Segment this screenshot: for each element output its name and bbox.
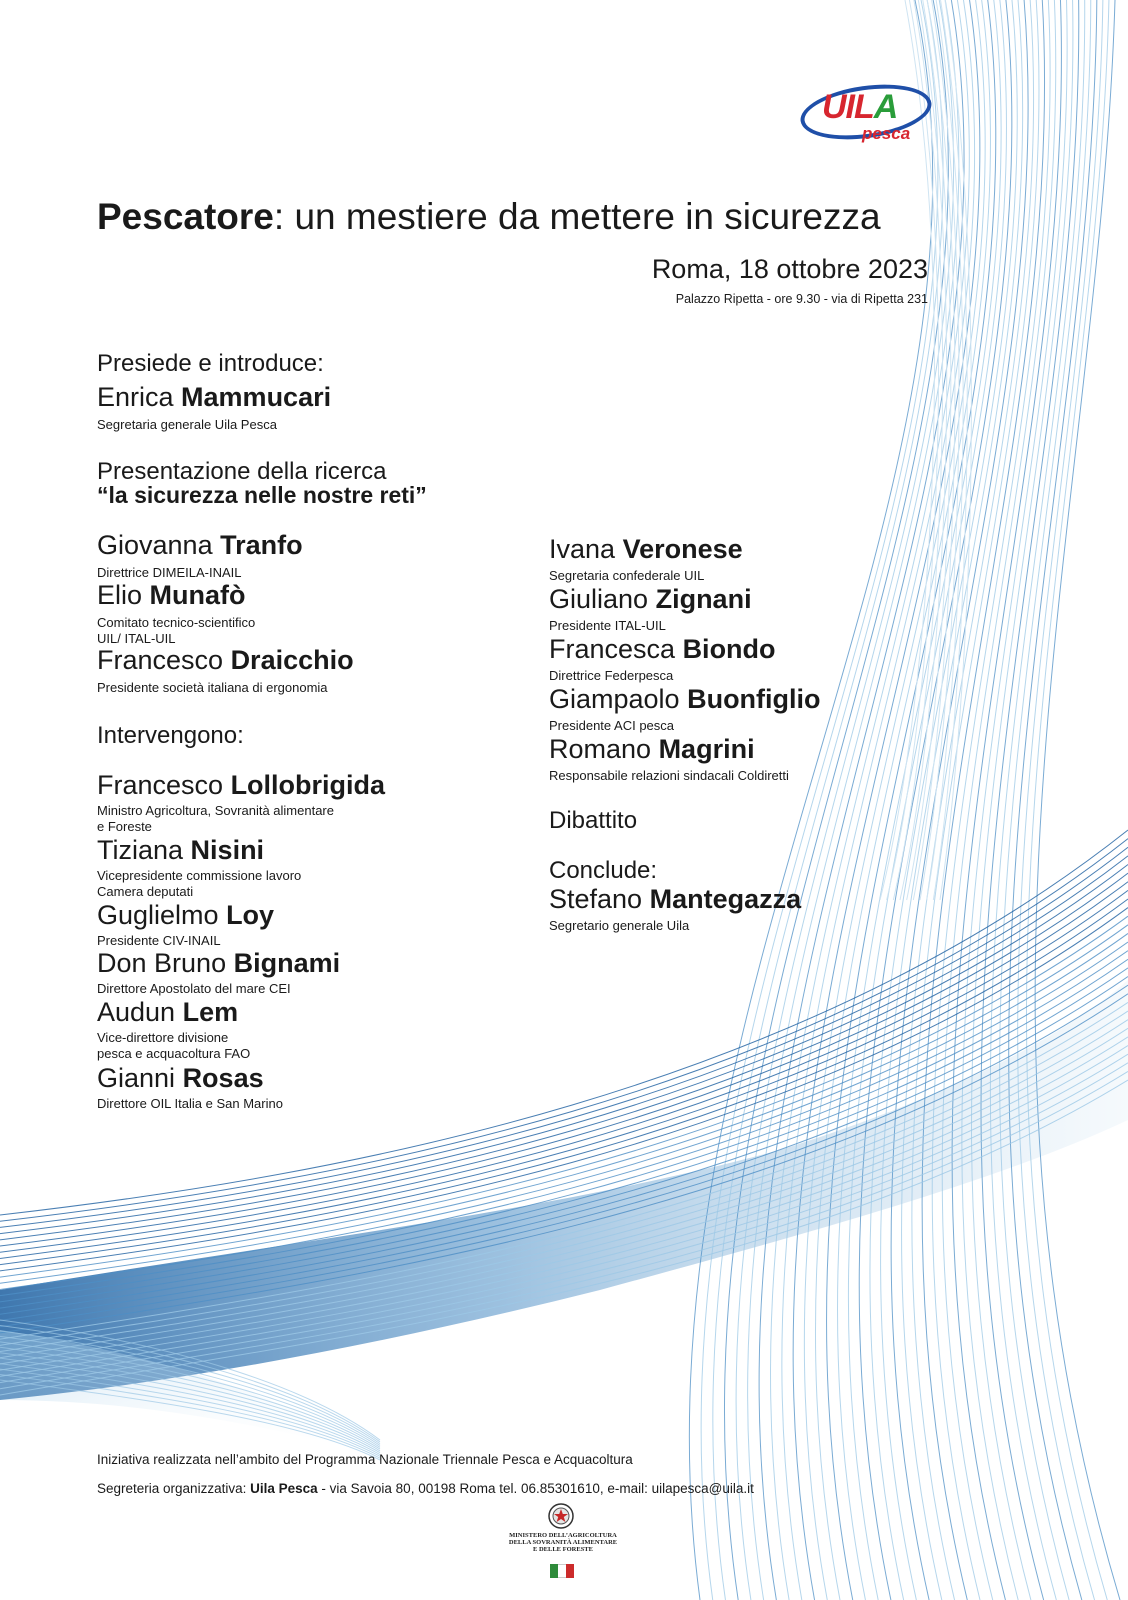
speaker-name: [97, 1063, 264, 1094]
page-title: [97, 196, 881, 238]
speaker-role: Segretaria confederale UIL: [549, 568, 705, 583]
name-first: Elio: [97, 580, 150, 610]
name-first: Francesca: [549, 634, 683, 664]
name-last: Draicchio: [230, 645, 354, 675]
name-first: Giuliano: [549, 584, 656, 614]
name-first: Gianni: [97, 1063, 183, 1093]
speaker-name: [97, 997, 238, 1028]
ministry-name-line3: E DELLE FORESTE: [533, 1546, 593, 1553]
speaker-name: [549, 584, 752, 615]
speaker-name: [549, 684, 821, 715]
speaker-role: Presidente ACI pesca: [549, 718, 675, 733]
wave-line: [759, 0, 964, 1600]
name-last: Loy: [226, 900, 275, 930]
speaker-name: [549, 634, 776, 665]
speaker-role: Responsabile relazioni sindacali Coldiretti: [549, 768, 789, 783]
footer-initiative: Iniziativa realizzata nell’ambito del Programma Nazionale Triennale Pesca e Acquacoltura: [97, 1452, 633, 1467]
speaker-role: Presidente ITAL-UIL: [549, 618, 666, 633]
wave-line: [724, 0, 948, 1600]
presiede-role: Segretaria generale Uila Pesca: [97, 417, 277, 432]
speaker-name: [97, 770, 385, 801]
name-first: Guglielmo: [97, 900, 227, 930]
name-first: Audun: [97, 997, 183, 1027]
wave-line: [1000, 0, 1091, 1600]
logo-wordmark: [822, 88, 897, 127]
wave-lines-vertical: [689, 0, 1120, 1600]
event-date: Roma, 18 ottobre 2023: [651, 254, 928, 284]
presiede-name: [97, 382, 331, 413]
speaker-role: Ministro Agricoltura, Sovranità alimentare: [97, 803, 334, 818]
conclude-role: Segretario generale Uila: [549, 918, 690, 933]
speaker-role: Direttrice Federpesca: [549, 668, 674, 683]
name-last: Tranfo: [220, 530, 303, 560]
wave-line: [736, 0, 953, 1600]
speaker-role-line2: pesca e acquacoltura FAO: [97, 1046, 251, 1061]
name-last: Rosas: [182, 1063, 264, 1093]
speaker-role: Direttore OIL Italia e San Marino: [97, 1096, 283, 1111]
speaker-role-line2: e Foreste: [97, 819, 152, 834]
speaker-name: [549, 734, 755, 765]
ministry-logo: [488, 1502, 638, 1582]
speaker-name: [549, 534, 743, 565]
name-first: Francesco: [97, 770, 231, 800]
intervengono-label: Intervengono:: [97, 722, 244, 749]
ministry-name: [488, 1532, 638, 1553]
speaker-name: [97, 580, 246, 611]
speaker-role: Direttore Apostolato del mare CEI: [97, 981, 291, 996]
speaker-name: [97, 835, 264, 866]
speaker-role: Vicepresidente commissione lavoro: [97, 868, 302, 883]
footer-contact-org: Uila Pesca: [250, 1481, 318, 1496]
conclude-label: Conclude:: [549, 857, 658, 884]
footer-contact-details: - via Savoia 80, 00198 Roma tel. 06.85301610, e-mail: uilapesca@uila.it: [317, 1481, 754, 1496]
speaker-role: Vice-direttore divisione: [97, 1030, 229, 1045]
name-first: Tiziana: [97, 835, 191, 865]
speaker-role: Presidente società italiana di ergonomia: [97, 680, 328, 695]
name-first: Enrica: [97, 382, 182, 412]
speaker-role-line2: Camera deputati: [97, 884, 194, 899]
title-rest: : un mestiere da mettere in sicurezza: [273, 196, 881, 237]
name-last: Buonfiglio: [687, 684, 821, 714]
name-first: Ivana: [549, 534, 623, 564]
ricerca-label: Presentazione della ricerca: [97, 458, 387, 485]
name-last: Mantegazza: [649, 884, 802, 914]
logo-uil: UIL: [822, 88, 874, 126]
name-last: Lem: [182, 997, 239, 1027]
speaker-role: Presidente CIV-INAIL: [97, 933, 221, 948]
speaker-name: [97, 645, 354, 676]
ministry-name-line2: DELLA SOVRANITÀ ALIMENTARE: [508, 1539, 618, 1546]
speaker-name: [97, 900, 274, 931]
name-first: Stefano: [549, 884, 650, 914]
logo-a: A: [873, 88, 898, 126]
name-first: Romano: [549, 734, 659, 764]
speaker-role: Comitato tecnico-scientifico: [97, 615, 256, 630]
name-first: Giovanna: [97, 530, 221, 560]
speaker-name: [97, 530, 303, 561]
speaker-role-line2: UIL/ ITAL-UIL: [97, 631, 176, 646]
logo-pesca: pesca: [862, 124, 911, 143]
name-last: Zignani: [655, 584, 752, 614]
name-first: Don Bruno: [97, 948, 234, 978]
wave-line: [713, 0, 943, 1600]
title-bold: Pescatore: [97, 196, 274, 237]
name-last: Magrini: [658, 734, 755, 764]
name-last: Mammucari: [181, 382, 332, 412]
name-last: Bignami: [233, 948, 341, 978]
name-last: Nisini: [190, 835, 265, 865]
event-venue: Palazzo Ripetta - ore 9.30 - via di Ripetta 231: [675, 292, 928, 306]
italian-emblem-icon: [547, 1502, 575, 1530]
speaker-name: [97, 948, 340, 979]
name-last: Munafò: [149, 580, 246, 610]
italian-flag-icon: [550, 1564, 574, 1578]
speaker-role: Direttrice DIMEILA-INAIL: [97, 565, 242, 580]
ministry-name-line1: MINISTERO DELL’AGRICOLTURA: [509, 1532, 617, 1539]
conclude-name: [549, 884, 801, 915]
name-last: Lollobrigida: [230, 770, 386, 800]
name-first: Giampaolo: [549, 684, 688, 714]
ricerca-title: “la sicurezza nelle nostre reti”: [97, 482, 427, 508]
uila-pesca-logo: [800, 80, 936, 152]
footer-contact: [97, 1481, 754, 1496]
presiede-label: Presiede e introduce:: [97, 350, 324, 377]
name-first: Francesco: [97, 645, 231, 675]
footer-contact-prefix: Segreteria organizzativa:: [97, 1481, 251, 1496]
name-last: Biondo: [682, 634, 776, 664]
name-last: Veronese: [622, 534, 743, 564]
dibattito-label: Dibattito: [549, 807, 638, 834]
